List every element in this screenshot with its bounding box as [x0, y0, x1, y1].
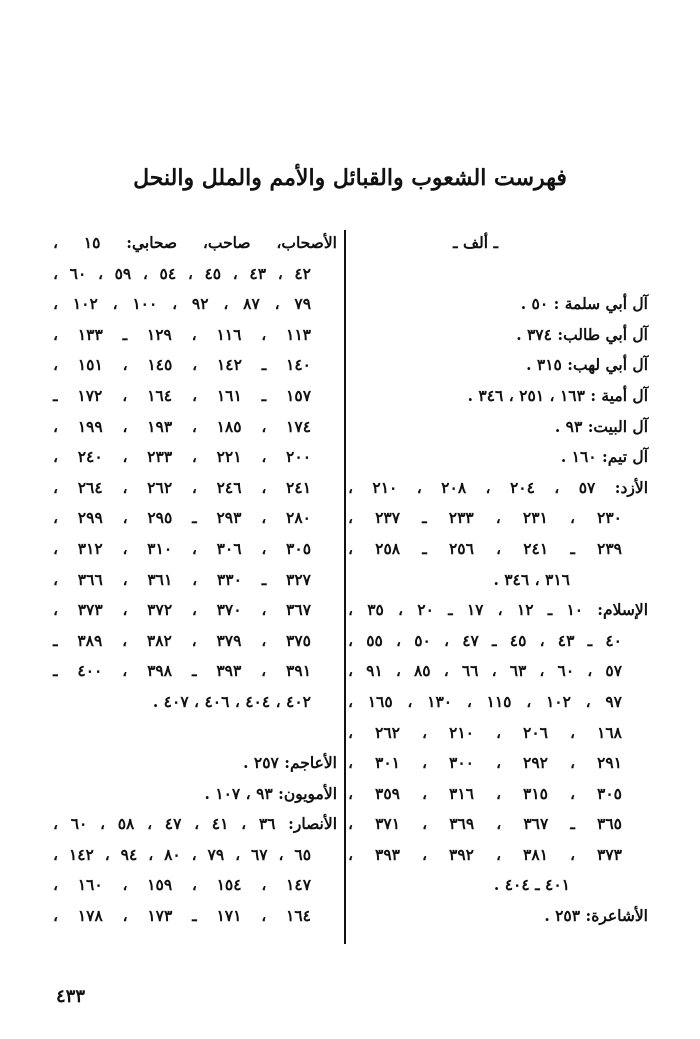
index-entry-continuation: ١٦٤ ، ١٧١ ـ ١٧٣ ، ١٧٨ ،	[53, 906, 312, 926]
index-column-right	[348, 228, 648, 932]
index-entry-continuation: ١٤٧ ، ١٥٤ ، ١٥٩ ، ١٦٠ ،	[53, 875, 312, 895]
index-entry: الأمويون: ٩٣ ، ١٠٧ .	[204, 783, 337, 803]
index-entry-continuation: ٢٤١ ، ٢٤٦ ، ٢٦٢ ، ٢٦٤ ،	[53, 477, 312, 497]
index-entry-continuation: ٣٩١ ، ٣٩٣ ـ ٣٩٨ ، ٤٠٠ ـ	[53, 661, 312, 681]
index-entry-continuation: ٣٠٥ ، ٣١٥ ، ٣١٦ ، ٣٥٩ ،	[348, 783, 622, 803]
index-entry-continuation: ٢٩١ ، ٢٩٢ ، ٣٠٠ ، ٣٠١ ،	[348, 753, 622, 773]
index-entry-continuation: ٣٢٧ ـ ٣٣٠ ، ٣٦١ ، ٣٦٦ ،	[53, 569, 312, 589]
spacer	[53, 718, 337, 749]
index-entry-continuation: ٢٠٠ ، ٢٢١ ، ٢٣٣ ، ٢٤٠ ،	[53, 447, 312, 467]
index-entry-continuation: ٢٣٩ ـ ٢٤١ ، ٢٥٦ ـ ٢٥٨ ،	[348, 538, 622, 558]
index-entry: آل تيم: ١٦٠ .	[560, 447, 648, 467]
index-entry-continuation: ٥٧ ، ٦٠ ، ٦٣ ، ٦٦ ، ٨٥ ، ٩١ ،	[348, 661, 623, 681]
index-entry: آل أمية : ١٦٣ ، ٢٥١ ، ٣٤٦ .	[467, 385, 648, 405]
index-entry: الأعاجم: ٢٥٧ .	[243, 753, 337, 773]
spacer	[348, 259, 648, 290]
index-entry-continuation: ٧٩ ، ٨٧ ، ٩٢ ، ١٠٠ ، ١٠٢ ،	[53, 294, 312, 314]
index-entry-continuation: ٤٢ ، ٤٣ ، ٤٥ ، ٥٤ ، ٥٩ ، ٦٠ ،	[53, 263, 311, 283]
column-divider	[344, 230, 346, 944]
page-title: فهرست الشعوب والقبائل والأمم والملل والنحل	[133, 165, 567, 191]
index-entry-continuation: ٢٣٠ ، ٢٣١ ، ٢٣٣ ـ ٢٣٧ ،	[348, 508, 623, 528]
index-entry: الأصحاب، صاحب، صحابي: ١٥ ،	[53, 233, 337, 252]
index-entry-continuation: ١٥٧ ـ ١٦١ ، ١٦٤ ، ١٧٢ ـ	[53, 385, 312, 405]
index-entry-continuation: ٩٧ ، ١٠٢ ، ١١٥ ، ١٣٠ ، ١٦٥ ،	[348, 691, 622, 711]
index-entry: الأنصار: ٣٦ ، ٤١ ، ٤٧ ، ٥٨ ، ٦٠ ،	[53, 814, 338, 834]
index-entry-continuation: ٤٠ ـ ٤٣ ، ٤٥ ـ ٤٧ ، ٥٠ ، ٥٥ ،	[348, 630, 623, 650]
index-column-left	[53, 228, 337, 932]
index-entry: الأزد: ٥٧ ، ٢٠٤ ، ٢٠٨ ، ٢١٠ ،	[348, 477, 649, 497]
index-entry-continuation: ١٤٠ ـ ١٤٢ ، ١٤٥ ، ١٥١ ،	[53, 355, 312, 375]
index-entry: الأشاعرة: ٢٥٣ .	[544, 906, 648, 926]
index-entry-continuation: ١٦٨ ، ٢٠٦ ، ٢١٠ ، ٢٦٢ ،	[348, 722, 622, 742]
index-entry-continuation: ٣٦٧ ، ٣٧٠ ، ٣٧٢ ، ٣٧٣ ،	[53, 600, 312, 620]
section-heading-alif: ـ ألف ـ	[453, 233, 498, 252]
index-entry-continuation: ٣٦٥ ـ ٣٦٧ ، ٣٦٩ ، ٣٧١ ،	[348, 814, 623, 834]
index-entry-continuation: ٢٨٠ ، ٢٩٣ ـ ٢٩٥ ، ٢٩٩ ،	[53, 508, 312, 528]
index-entry: آل أبي طالب: ٣٧٤ .	[516, 324, 648, 344]
index-entry-continuation: ١٧٤ ، ١٨٥ ، ١٩٣ ، ١٩٩ ،	[53, 416, 312, 436]
index-entry-continuation: ٣٠٥ ، ٣٠٦ ، ٣١٠ ، ٣١٢ ،	[53, 538, 312, 558]
index-entry-continuation: ٣٧٣ ، ٣٨١ ، ٣٩٢ ، ٣٩٣ ،	[348, 844, 622, 864]
index-entry: آل أبي سلمة : ٥٠ .	[520, 294, 648, 314]
index-entry-continuation: ٣٧٥ ، ٣٧٩ ، ٣٨٢ ، ٣٨٩ ـ	[53, 630, 311, 650]
index-entry-continuation: ٤٠٢ ، ٤٠٤ ، ٤٠٦ ، ٤٠٧ .	[152, 691, 311, 711]
index-entry: آل البيت: ٩٣ .	[554, 416, 648, 436]
index-entry-continuation: ٣١٦ ، ٣٤٦ .	[493, 569, 570, 589]
index-entry-continuation: ٤٠١ ـ ٤٠٤ .	[493, 875, 570, 895]
index-entry: آل أبي لهب: ٣١٥ .	[526, 355, 648, 375]
index-entry-continuation: ١١٣ ، ١١٦ ، ١٢٩ ـ ١٣٣ ،	[53, 324, 312, 344]
index-entry-continuation: ٦٥ ، ٦٧ ، ٧٩ ، ٨٠ ، ٩٤ ، ١٤٢ ،	[53, 844, 312, 864]
index-entry: الإسلام: ١٠ ـ ١٢ ، ١٧ ـ ٢٠ ، ٣٥ ،	[348, 600, 648, 620]
page-number: ٤٣٣	[56, 986, 86, 1007]
